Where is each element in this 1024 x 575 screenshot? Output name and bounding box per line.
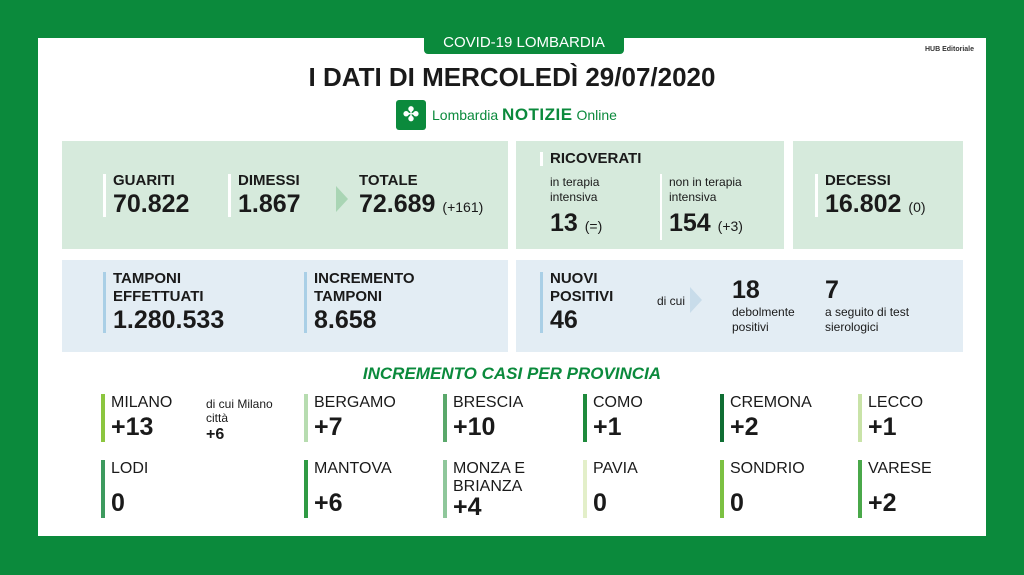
logo-text: Lombardia NOTIZIE Online xyxy=(432,105,617,124)
logo xyxy=(396,100,617,130)
provincia-brescia: BRESCIA +10 xyxy=(443,394,523,442)
nuovi-positivi-stat: NUOVI POSITIVI 46 xyxy=(540,270,630,335)
totale-stat: TOTALE 72.689 (+161) xyxy=(359,172,484,218)
provincia-sondrio: SONDRIO 0 xyxy=(720,460,805,518)
decessi-stat: DECESSI 16.802 (0) xyxy=(815,172,926,219)
province-title: INCREMENTO CASI PER PROVINCIA xyxy=(362,364,662,383)
deboli-stat: 18 debolmente positivi xyxy=(732,276,795,334)
divider xyxy=(660,174,662,240)
intensiva-stat: in terapia intensiva 13 (=) xyxy=(550,175,603,237)
provincia-cremona: CREMONA +2 xyxy=(720,394,812,442)
provincia-bergamo: BERGAMO +7 xyxy=(304,394,396,442)
arrow-icon xyxy=(690,287,702,313)
ricoverati-stat: RICOVERATI xyxy=(540,150,770,168)
non-intensiva-stat: non in terapia intensiva 154 (+3) xyxy=(669,175,743,237)
incremento-tamponi-stat: INCREMENTO TAMPONI 8.658 xyxy=(304,270,474,335)
logo-cross-icon: ✤ xyxy=(396,100,426,130)
hub-credit: HUB Editoriale xyxy=(924,46,974,53)
di-cui-label: di cui xyxy=(657,294,686,308)
milano-citta-note: di cui Milano città +6 xyxy=(206,397,273,443)
guariti-stat: GUARITI 70.822 xyxy=(103,172,189,219)
tamponi-effettuati-stat: TAMPONI EFFETTUATI 1.280.533 xyxy=(103,270,273,335)
page-title: I DATI DI MERCOLEDÌ 29/07/2020 xyxy=(308,62,716,92)
provincia-mantova: MANTOVA +6 xyxy=(304,460,392,518)
provincia-como: COMO +1 xyxy=(583,394,643,442)
arrow-icon xyxy=(336,186,348,212)
dimessi-stat: DIMESSI 1.867 xyxy=(228,172,301,219)
provincia-monza-brianza: MONZA E BRIANZA +4 xyxy=(443,460,563,518)
provincia-lodi: LODI 0 xyxy=(101,460,148,518)
provincia-lecco: LECCO +1 xyxy=(858,394,923,442)
provincia-varese: VARESE +2 xyxy=(858,460,932,518)
provincia-pavia: PAVIA 0 xyxy=(583,460,638,518)
region-tag: COVID-19 LOMBARDIA xyxy=(424,32,624,54)
provincia-milano: MILANO +13 xyxy=(101,394,172,442)
sierologici-stat: 7 a seguito di test sierologici xyxy=(825,276,910,334)
